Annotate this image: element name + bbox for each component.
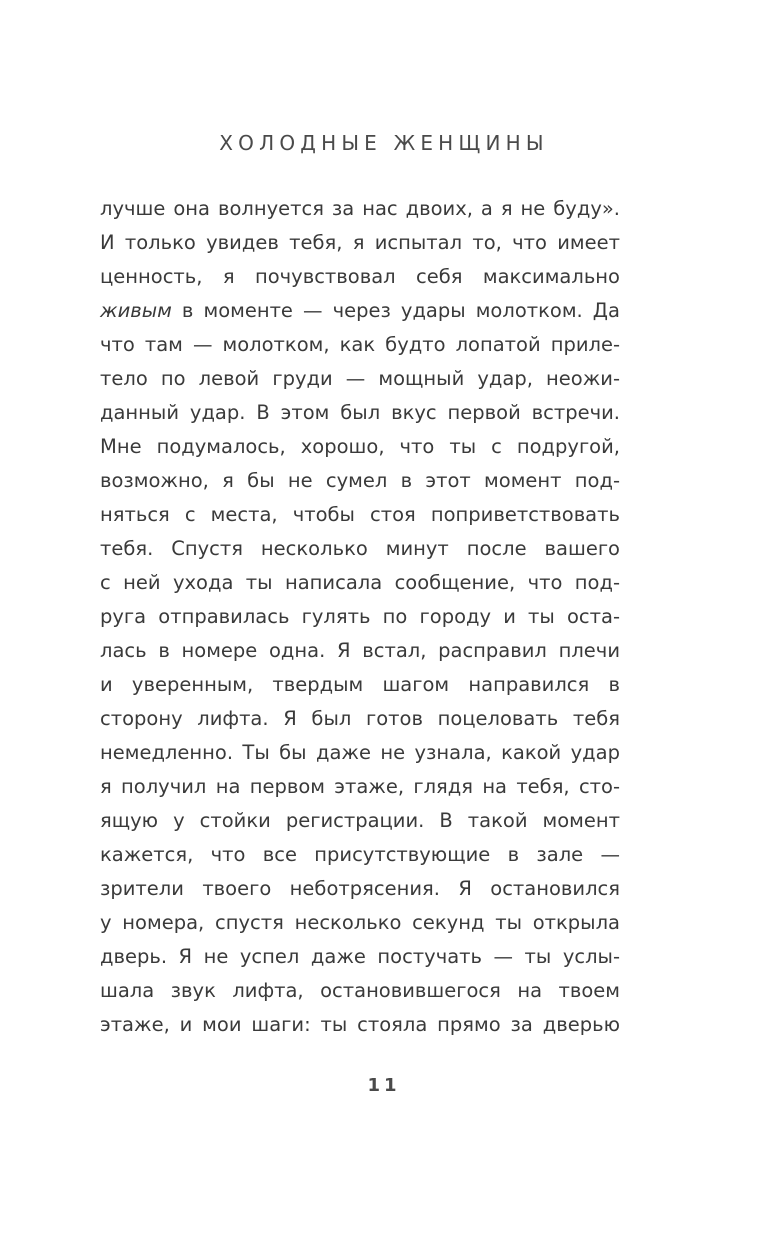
line-text: Мне подумалось, хорошо, что ты с подругой, <box>100 435 620 458</box>
line-text: сторону лифта. Я был готов поцеловать тебя <box>100 707 620 730</box>
italic-word: живым <box>100 299 172 322</box>
line-text: И только увидев тебя, я испытал то, что имеет <box>100 231 620 254</box>
text-line <box>100 974 620 1008</box>
page-number: 11 <box>367 1075 401 1096</box>
line-text: няться с места, чтобы стоя поприветствовать <box>100 503 620 526</box>
text-line <box>100 634 620 668</box>
line-text: у номера, спустя несколько секунд ты открыла <box>100 911 620 934</box>
line-text: и уверенным, твердым шагом направился в <box>100 673 620 696</box>
text-line <box>100 804 620 838</box>
body-text <box>100 192 620 1042</box>
line-text: тело по левой груди — мощный удар, неожи- <box>100 367 620 390</box>
text-line <box>100 872 620 906</box>
text-line <box>100 192 620 226</box>
text-line <box>100 906 620 940</box>
line-text: ящую у стойки регистрации. В такой момент <box>100 809 620 832</box>
text-line <box>100 770 620 804</box>
text-line <box>100 736 620 770</box>
text-line <box>100 838 620 872</box>
line-text: лучше она волнуется за нас двоих, а я не буду». <box>100 197 620 220</box>
line-text: лась в номере одна. Я встал, расправил плечи <box>100 639 620 662</box>
text-line <box>100 702 620 736</box>
line-text: немедленно. Ты бы даже не узнала, какой удар <box>100 741 620 764</box>
line-text: возможно, я бы не сумел в этот момент под- <box>100 469 620 492</box>
text-line <box>100 566 620 600</box>
text-line <box>100 430 620 464</box>
line-text: в моменте — через удары молотком. Да <box>171 299 620 322</box>
line-text: я получил на первом этаже, глядя на тебя, сто- <box>100 775 620 798</box>
text-line <box>100 260 620 294</box>
line-text: что там — молотком, как будто лопатой приле- <box>100 333 620 356</box>
text-line <box>100 226 620 260</box>
running-head: ХОЛОДНЫЕ ЖЕНЩИНЫ <box>219 131 549 155</box>
line-text: дверь. Я не успел даже постучать — ты услы- <box>100 945 620 968</box>
line-text: с ней ухода ты написала сообщение, что под- <box>100 571 620 594</box>
text-line <box>100 328 620 362</box>
text-line <box>100 396 620 430</box>
text-line <box>100 668 620 702</box>
text-line <box>100 600 620 634</box>
text-line <box>100 532 620 566</box>
text-line <box>100 362 620 396</box>
line-text: тебя. Спустя несколько минут после вашего <box>100 537 620 560</box>
text-line <box>100 294 620 328</box>
line-text: кажется, что все присутствующие в зале — <box>100 843 620 866</box>
text-line <box>100 940 620 974</box>
text-line <box>100 464 620 498</box>
line-text: данный удар. В этом был вкус первой встречи. <box>100 401 620 424</box>
text-line <box>100 1008 620 1042</box>
line-text: шала звук лифта, остановившегося на твоем <box>100 979 620 1002</box>
line-text: зрители твоего неботрясения. Я остановился <box>100 877 620 900</box>
line-text: этаже, и мои шаги: ты стояла прямо за дверью <box>100 1013 620 1036</box>
line-text: руга отправилась гулять по городу и ты оста- <box>100 605 620 628</box>
line-text: ценность, я почувствовал себя максимально <box>100 265 620 288</box>
text-line <box>100 498 620 532</box>
